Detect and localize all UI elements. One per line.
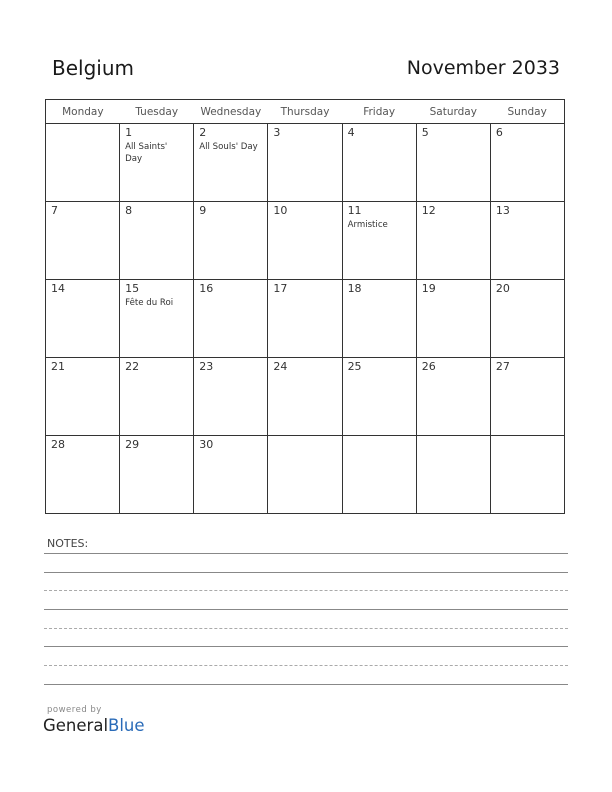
week-row <box>46 436 565 514</box>
day-number: 19 <box>421 282 436 295</box>
week-row <box>46 280 565 358</box>
day-number: 21 <box>51 360 65 373</box>
brand-blue: Blue <box>108 716 145 735</box>
day-cell <box>120 436 194 514</box>
weekday-saturday: Saturday <box>416 100 490 124</box>
day-cell <box>268 280 342 358</box>
day-cell <box>268 358 342 436</box>
weekday-monday: Monday <box>46 100 120 124</box>
day-cell <box>120 202 194 280</box>
day-number: 9 <box>199 204 207 217</box>
day-cell <box>46 124 120 202</box>
day-cell <box>120 280 194 358</box>
day-number: 18 <box>347 282 362 295</box>
day-cell <box>342 436 416 514</box>
weekday-friday: Friday <box>342 100 416 124</box>
holiday-label: Fête du Roi <box>125 298 174 308</box>
notes-line <box>44 590 568 591</box>
day-cell <box>268 436 342 514</box>
notes-line <box>44 609 568 610</box>
day-number <box>417 436 490 438</box>
day-cell <box>194 124 268 202</box>
weekday-header-row <box>46 100 565 124</box>
day-number: 7 <box>51 204 58 217</box>
day-cell <box>416 358 490 436</box>
day-cell <box>342 358 416 436</box>
day-number: 14 <box>51 282 65 295</box>
day-cell <box>194 202 268 280</box>
notes-line <box>44 646 568 647</box>
day-cell <box>490 358 564 436</box>
holiday-label: Armistice <box>347 220 388 230</box>
day-number: 29 <box>125 438 140 451</box>
calendar-grid <box>45 99 565 514</box>
day-number: 3 <box>273 126 281 139</box>
holiday-label: All Saints' Day <box>125 142 168 164</box>
day-number: 10 <box>273 204 288 217</box>
month-title: November 2033 <box>406 57 560 79</box>
weekday-wednesday: Wednesday <box>194 100 268 124</box>
day-number: 25 <box>347 360 362 373</box>
notes-line <box>44 553 568 554</box>
day-number: 1 <box>125 126 133 139</box>
brand-general: General <box>43 716 109 735</box>
day-cell <box>490 202 564 280</box>
day-number: 20 <box>495 282 510 295</box>
day-cell <box>416 202 490 280</box>
day-cell <box>194 436 268 514</box>
day-cell <box>490 436 564 514</box>
day-number: 4 <box>347 126 355 139</box>
day-number: 30 <box>199 438 214 451</box>
day-number: 8 <box>125 204 133 217</box>
day-number: 26 <box>421 360 436 373</box>
weekday-thursday: Thursday <box>268 100 342 124</box>
day-number: 12 <box>421 204 436 217</box>
day-cell <box>194 358 268 436</box>
day-number <box>46 124 119 126</box>
day-number: 6 <box>495 126 503 139</box>
day-cell <box>342 124 416 202</box>
day-number: 16 <box>199 282 214 295</box>
day-cell <box>46 436 120 514</box>
week-row <box>46 202 565 280</box>
day-cell <box>46 202 120 280</box>
day-cell <box>268 202 342 280</box>
day-number <box>268 436 341 438</box>
week-row <box>46 358 565 436</box>
week-row <box>46 124 565 202</box>
day-number: 27 <box>495 360 510 373</box>
day-cell <box>490 124 564 202</box>
notes-line <box>44 684 568 685</box>
day-cell <box>268 124 342 202</box>
notes-line <box>44 665 568 666</box>
notes-line <box>44 628 568 629</box>
day-cell <box>416 436 490 514</box>
day-cell <box>46 358 120 436</box>
day-number: 24 <box>273 360 288 373</box>
day-cell <box>120 124 194 202</box>
day-cell <box>120 358 194 436</box>
notes-line <box>44 572 568 573</box>
generalblue-logo[interactable] <box>43 716 145 735</box>
day-number: 15 <box>125 282 140 295</box>
notes-label: NOTES: <box>47 537 89 550</box>
day-number: 28 <box>51 438 65 451</box>
day-number: 11 <box>347 204 362 217</box>
day-cell <box>342 202 416 280</box>
day-number <box>343 436 416 438</box>
day-cell <box>342 280 416 358</box>
powered-by-text: powered by <box>47 705 102 715</box>
day-number: 5 <box>421 126 429 139</box>
weekday-tuesday: Tuesday <box>120 100 194 124</box>
day-number: 2 <box>199 126 207 139</box>
day-number <box>491 436 564 438</box>
day-number: 23 <box>199 360 214 373</box>
country-title: Belgium <box>52 56 134 80</box>
day-number: 13 <box>495 204 510 217</box>
day-cell <box>416 280 490 358</box>
day-cell <box>416 124 490 202</box>
day-cell <box>490 280 564 358</box>
holiday-label: All Souls' Day <box>199 142 258 152</box>
weekday-sunday: Sunday <box>490 100 564 124</box>
day-cell <box>194 280 268 358</box>
day-number: 22 <box>125 360 140 373</box>
day-number: 17 <box>273 282 288 295</box>
day-cell <box>46 280 120 358</box>
